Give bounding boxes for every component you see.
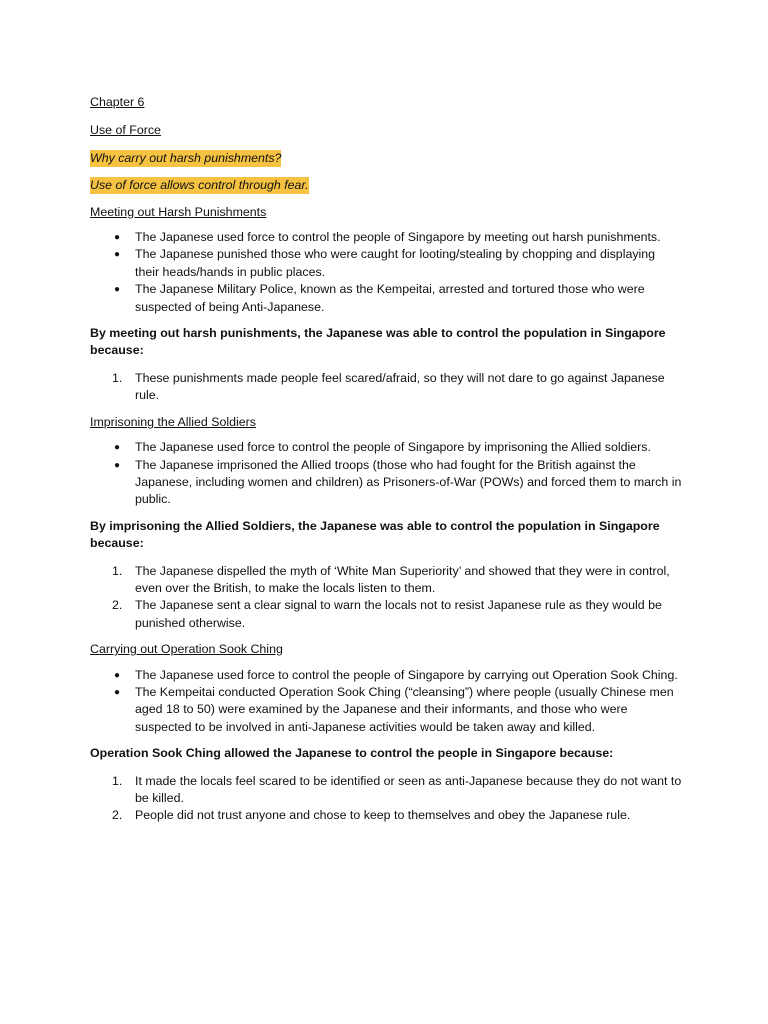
numbered-list	[90, 563, 682, 633]
list-item: ● The Japanese used force to control the people of Singapore by carrying out Operation Sook Ching.	[90, 667, 682, 684]
list-number: 1.	[112, 370, 123, 385]
list-item: ● The Japanese Military Police, known as the Kempeitai, arrested and tortured those who were suspected of being Anti-Japanese.	[114, 282, 645, 314]
list-number: 2.	[112, 598, 123, 613]
conclusion-text: By imprisoning the Allied Soldiers, the Japanese was able to control the population in Singapore because:	[90, 518, 660, 551]
bullet-icon: ●	[114, 669, 121, 681]
list-item: ● The Japanese imprisoned the Allied troops (those who had fought for the British against the Japanese, including women and children) as Prisoners-of-War (POWs) and forced them to march in public.	[114, 457, 682, 507]
list-item: 2. People did not trust anyone and chose to keep to themselves and obey the Japanese rule.	[90, 807, 682, 824]
list-item: 1. These punishments made people feel scared/afraid, so they will not dare to go against Japanese rule.	[112, 370, 665, 403]
conclusion-text: By meeting out harsh punishments, the Japanese was able to control the population in Singapore because:	[90, 326, 666, 358]
list-number: 2.	[112, 808, 123, 823]
highlighted-answer	[90, 177, 682, 194]
list-item: ● The Japanese punished those who were caught for looting/stealing by chopping and displaying their heads/hands in public places.	[114, 247, 656, 279]
chapter-title: Chapter 6	[90, 95, 145, 109]
bullet-list	[90, 229, 682, 316]
list-number: 1.	[112, 563, 123, 578]
bullet-icon: ●	[114, 442, 121, 454]
answer-highlight: Use of force allows control through fear.	[90, 178, 309, 193]
highlighted-question	[90, 150, 682, 167]
numbered-list	[90, 773, 682, 825]
document-content	[90, 94, 682, 834]
list-item: ● The Japanese used force to control the people of Singapore by meeting out harsh punishments.	[90, 229, 682, 246]
list-number: 1.	[112, 773, 123, 788]
conclusion-text: Operation Sook Ching allowed the Japanese to control the people in Singapore because:	[90, 746, 614, 761]
bullet-icon: ●	[114, 284, 121, 296]
bullet-list	[90, 667, 682, 737]
list-item: ● The Japanese used force to control the people of Singapore by imprisoning the Allied soldiers.	[90, 439, 682, 456]
section-heading-allied-soldiers: Imprisoning the Allied Soldiers	[90, 414, 256, 429]
bullet-list	[90, 439, 682, 509]
list-item: 1. The Japanese dispelled the myth of ‘White Man Superiority’ and showed that they were in control, even over the British, to make the locals listen to them.	[112, 563, 670, 595]
list-item: ● The Kempeitai conducted Operation Sook Ching (“cleansing”) where people (usually Chinese men aged 18 to 50) were examined by the Japanese and their informants, and those who were suspected to be involved in anti-Japanese activities would be taken away and killed.	[114, 684, 674, 734]
bullet-icon: ●	[114, 249, 121, 261]
section-heading-harsh-punishments: Meeting out Harsh Punishments	[90, 204, 267, 219]
section-title: Use of Force	[90, 123, 161, 138]
question-highlight: Why carry out harsh punishments?	[90, 150, 282, 165]
section-heading-sook-ching: Carrying out Operation Sook Ching	[90, 642, 283, 657]
bullet-icon: ●	[114, 232, 121, 244]
list-item: 1. It made the locals feel scared to be identified or seen as anti-Japanese because they do not want to be killed.	[112, 773, 682, 805]
list-item: 2. The Japanese sent a clear signal to warn the locals not to resist Japanese rule as they would be punished otherwise.	[112, 598, 662, 630]
bullet-icon: ●	[114, 686, 121, 698]
numbered-list	[90, 370, 682, 405]
bullet-icon: ●	[114, 459, 121, 471]
